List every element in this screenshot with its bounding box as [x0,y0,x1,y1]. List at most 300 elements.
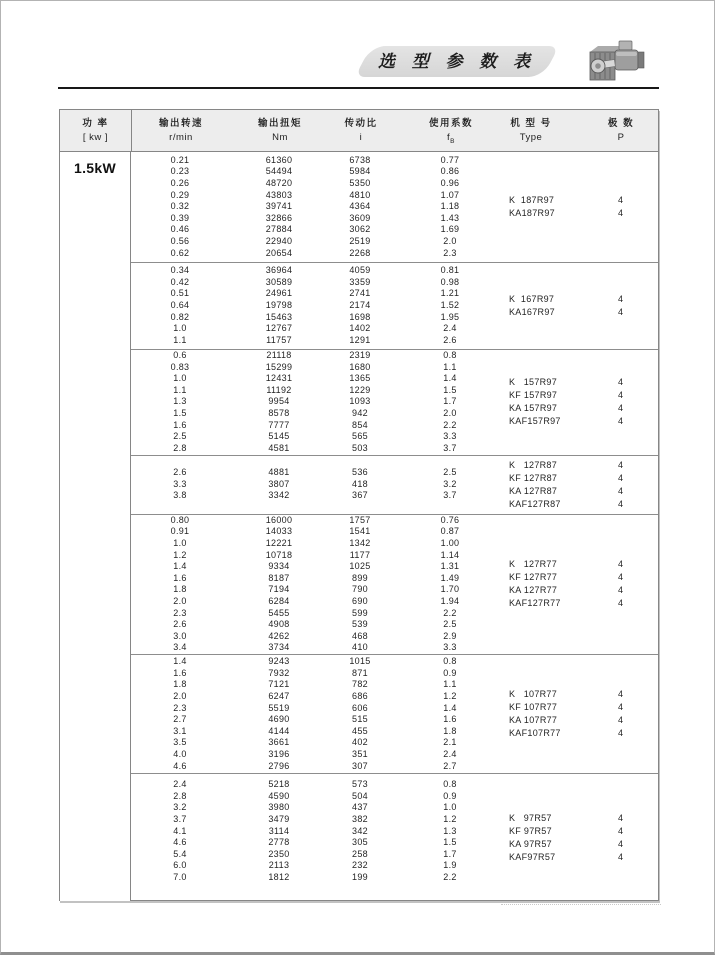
ratio-cell: 539 [352,619,368,630]
speed-cell: 2.0 [173,596,187,607]
factor-cell: 0.96 [440,177,460,188]
speed-cell: 1.8 [173,584,187,595]
type-row [509,376,658,389]
speed-cell: 1.6 [173,572,187,583]
ratio-cell: 1015 [349,656,371,667]
ratio-cell: 468 [352,630,368,641]
type-cell: KA 107R77 [509,715,558,726]
speed-cell: 0.62 [170,247,190,258]
page-title: 选 型 参 数 表 [378,52,536,71]
factor-cell: 2.0 [443,407,457,418]
torque-cell: 1812 [268,871,290,882]
poles-cell: 4 [617,293,623,304]
table-block [131,514,658,655]
type-list [509,456,658,514]
selection-parameter-table [59,109,659,901]
col-header-torque-zh: 输出扭矩 [257,118,303,129]
torque-cell: 8578 [268,407,290,418]
torque-cell: 3196 [268,749,290,760]
torque-cell: 12221 [265,538,293,549]
type-cell: KA167R97 [509,306,555,317]
type-row [509,389,658,402]
col-header-torque-unit: Nm [272,132,288,143]
speed-cell: 0.39 [170,212,190,223]
speed-cell: 3.7 [173,813,187,824]
ratio-cell: 367 [352,490,368,501]
factor-cell: 1.31 [440,561,460,572]
speed-cell: 3.4 [173,642,187,653]
ratio-cell: 573 [352,779,368,790]
type-list [509,515,658,655]
type-row [509,194,658,207]
ratio-cell: 1229 [349,384,371,395]
ratio-cell: 1402 [349,323,371,334]
factor-cell: 1.8 [443,725,457,736]
numeric-columns [131,456,509,514]
poles-cell: 4 [617,715,623,726]
torque-cell: 4144 [268,725,290,736]
ratio-cell: 504 [352,790,368,801]
factor-cell: 0.9 [443,790,457,801]
speed-cell: 2.8 [173,442,187,453]
factor-cell: 2.5 [443,619,457,630]
torque-cell: 4690 [268,714,290,725]
type-cell: KAF107R77 [509,728,561,739]
speed-cell: 2.4 [173,779,187,790]
speed-cell: 3.0 [173,630,187,641]
torque-cell: 3342 [268,490,290,501]
torque-cell: 54494 [265,166,293,177]
torque-cell: 19798 [265,300,293,310]
speed-cell: 1.1 [173,384,187,395]
type-list [509,263,658,349]
ratio-cell: 6738 [349,154,371,165]
col-header-poles [608,116,634,145]
torque-cell: 16000 [265,514,293,525]
speed-cell: 0.29 [170,189,190,200]
col-header-speed-zh: 输出转速 [158,118,204,129]
ratio-cell: 4364 [349,201,371,212]
type-row [509,838,658,851]
speed-cell: 0.82 [170,311,190,322]
torque-cell: 5145 [268,431,290,442]
factor-cell: 0.76 [440,514,460,525]
speed-cell: 1.3 [173,396,187,407]
poles-cell: 4 [617,194,623,205]
poles-cell: 4 [617,825,623,836]
factor-cell: 0.98 [440,276,460,287]
factor-cell: 1.2 [443,813,457,824]
poles-cell: 4 [617,851,623,862]
torque-cell: 2796 [268,760,290,771]
torque-cell: 3807 [268,478,290,489]
scan-artifact-line [501,904,661,905]
type-list [509,152,658,262]
speed-cell: 1.1 [173,334,187,345]
factor-cell: 2.3 [443,247,457,258]
torque-cell: 22940 [265,235,293,246]
type-row [509,571,658,584]
factor-cell: 1.9 [443,860,457,871]
col-header-type [510,116,551,145]
poles-cell: 4 [617,485,623,496]
factor-cell: 1.52 [440,300,460,310]
type-row [509,597,658,610]
poles-cell: 4 [617,390,623,401]
type-row [509,558,658,571]
ratio-cell: 382 [352,813,368,824]
torque-cell: 27884 [265,224,293,235]
factor-cell: 1.2 [443,691,457,702]
speed-cell: 1.8 [173,679,187,690]
factor-cell: 1.21 [440,288,460,299]
type-cell: K 97R57 [509,812,552,823]
numeric-columns [131,774,509,901]
factor-cell: 1.18 [440,201,460,212]
torque-cell: 8187 [268,572,290,583]
ratio-cell: 1025 [349,561,371,572]
type-row [509,459,658,472]
speed-cell: 6.0 [173,860,187,871]
type-cell: KF 127R87 [509,472,558,483]
speed-cell: 0.64 [170,300,190,310]
col-header-ratio-symbol: i [359,132,363,143]
speed-cell: 0.34 [170,265,190,276]
speed-cell: 2.8 [173,790,187,801]
poles-cell: 4 [617,377,623,388]
numeric-columns [131,350,509,455]
numeric-columns [131,152,509,262]
torque-cell: 7194 [268,584,290,595]
ratio-cell: 686 [352,691,368,702]
ratio-cell: 1342 [349,538,371,549]
factor-cell: 2.7 [443,760,457,771]
col-header-power-unit: [ kw ] [82,132,109,143]
torque-cell: 15299 [265,361,293,372]
ratio-cell: 3609 [349,212,371,223]
factor-cell: 2.4 [443,323,457,334]
torque-cell: 3479 [268,813,290,824]
type-row [509,825,658,838]
factor-cell: 1.95 [440,311,460,322]
ratio-cell: 515 [352,714,368,725]
poles-cell: 4 [617,416,623,427]
col-header-ratio [344,116,377,145]
type-row [509,293,658,306]
speed-cell: 0.23 [170,166,190,177]
factor-cell: 1.1 [443,361,457,372]
factor-cell: 0.86 [440,166,460,177]
speed-cell: 3.5 [173,737,187,748]
ratio-cell: 402 [352,737,368,748]
ratio-cell: 2741 [349,288,371,299]
factor-cell: 3.2 [443,478,457,489]
col-header-speed [159,116,203,145]
type-list [509,350,658,455]
factor-cell: 1.6 [443,714,457,725]
ratio-cell: 455 [352,725,368,736]
ratio-cell: 3359 [349,276,371,287]
type-cell: KF 107R77 [509,702,558,713]
table-block [131,455,658,514]
speed-cell: 0.6 [173,350,187,360]
torque-cell: 48720 [265,177,293,188]
speed-cell: 0.51 [170,288,190,299]
torque-cell: 4262 [268,630,290,641]
factor-cell: 0.8 [443,779,457,790]
type-cell: KAF127R77 [509,598,561,609]
poles-cell: 4 [617,689,623,700]
ratio-cell: 258 [352,848,368,859]
type-row [509,714,658,727]
speed-cell: 2.0 [173,691,187,702]
torque-cell: 3980 [268,802,290,813]
speed-cell: 2.3 [173,607,187,618]
ratio-cell: 2174 [349,300,371,310]
speed-cell: 3.8 [173,490,187,501]
ratio-cell: 2319 [349,350,371,360]
torque-cell: 7932 [268,667,290,678]
speed-cell: 0.91 [170,526,190,537]
table-header-row [60,110,658,152]
table-block [131,773,658,901]
poles-cell: 4 [617,559,623,570]
type-cell: K 127R77 [509,559,558,570]
type-cell: KA 127R77 [509,585,558,596]
factor-cell: 3.7 [443,442,457,453]
type-cell: KAF157R97 [509,416,561,427]
speed-cell: 0.46 [170,224,190,235]
factor-cell: 3.7 [443,490,457,501]
col-header-power [60,110,132,151]
factor-cell: 0.8 [443,656,457,667]
factor-cell: 2.2 [443,419,457,430]
ratio-cell: 871 [352,667,368,678]
speed-cell: 1.0 [173,323,187,334]
factor-cell: 1.7 [443,848,457,859]
factor-cell: 1.7 [443,396,457,407]
type-cell: KA 97R57 [509,838,552,849]
torque-cell: 7121 [268,679,290,690]
torque-cell: 10718 [265,549,293,560]
ratio-cell: 790 [352,584,368,595]
type-cell: K 127R87 [509,459,558,470]
type-row [509,812,658,825]
table-header-data-region [132,110,658,151]
factor-cell: 1.0 [443,802,457,813]
type-cell: KAF97R57 [509,851,556,862]
speed-cell: 1.0 [173,538,187,549]
type-row [509,402,658,415]
col-header-torque [258,116,302,145]
factor-cell: 2.2 [443,871,457,882]
torque-cell: 36964 [265,265,293,276]
ratio-cell: 4810 [349,189,371,200]
torque-cell: 7777 [268,419,290,430]
torque-cell: 43803 [265,189,293,200]
torque-cell: 2778 [268,837,290,848]
factor-cell: 3.3 [443,431,457,442]
type-row [509,851,658,864]
ratio-cell: 3062 [349,224,371,235]
factor-cell: 1.49 [440,572,460,583]
factor-cell: 1.94 [440,596,460,607]
factor-cell: 1.00 [440,538,460,549]
factor-cell: 1.70 [440,584,460,595]
type-cell: K 187R97 [509,194,555,205]
col-header-type-zh: 机 型 号 [510,118,552,129]
type-cell: KA 127R87 [509,485,558,496]
torque-cell: 11192 [266,384,292,395]
poles-cell: 4 [617,459,623,470]
speed-cell: 0.42 [170,276,190,287]
ratio-cell: 1291 [349,334,371,345]
col-header-factor-symbol: $f_B$ [447,132,455,145]
poles-cell: 4 [617,838,623,849]
factor-cell: 1.3 [443,825,457,836]
poles-cell: 4 [617,598,623,609]
torque-cell: 61360 [265,154,293,165]
poles-cell: 4 [617,472,623,483]
factor-cell: 2.4 [443,749,457,760]
ratio-cell: 5350 [349,177,371,188]
speed-cell: 3.3 [173,478,187,489]
torque-cell: 24961 [265,288,293,299]
speed-cell: 1.4 [173,561,187,572]
factor-cell: 1.5 [443,384,457,395]
ratio-cell: 1680 [349,361,371,372]
factor-cell: 2.2 [443,607,457,618]
ratio-cell: 342 [352,825,368,836]
type-cell: KAF127R87 [509,498,561,509]
type-cell: K 157R97 [509,377,558,388]
type-cell: KA187R97 [509,207,555,218]
torque-cell: 4581 [268,442,290,453]
speed-cell: 2.6 [173,619,187,630]
ratio-cell: 606 [352,702,368,713]
ratio-cell: 305 [352,837,368,848]
factor-cell: 0.9 [443,667,457,678]
ratio-cell: 437 [352,802,368,813]
ratio-cell: 1177 [349,549,371,560]
speed-cell: 0.32 [170,201,190,212]
type-row [509,498,658,511]
type-row [509,485,658,498]
factor-cell: 2.1 [443,737,457,748]
ratio-cell: 854 [352,419,368,430]
ratio-cell: 232 [352,860,368,871]
ratio-cell: 1541 [349,526,371,537]
torque-cell: 21118 [266,350,292,360]
factor-cell: 2.0 [443,235,457,246]
col-header-service-factor [429,116,473,149]
factor-cell: 2.9 [443,630,457,641]
torque-cell: 6284 [268,596,290,607]
type-row [509,584,658,597]
header-divider-rule [58,87,659,89]
ratio-cell: 5984 [349,166,371,177]
table-block [131,654,658,773]
col-header-ratio-zh: 传动比 [344,118,378,129]
speed-cell: 0.26 [170,177,190,188]
speed-cell: 2.7 [173,714,187,725]
speed-cell: 2.3 [173,702,187,713]
torque-cell: 9243 [268,656,290,667]
col-header-factor-zh: 使用系数 [428,118,474,129]
ratio-cell: 536 [352,467,368,478]
speed-cell: 3.2 [173,802,187,813]
ratio-cell: 410 [352,642,368,653]
torque-cell: 12431 [265,373,293,384]
ratio-cell: 782 [352,679,368,690]
speed-cell: 4.0 [173,749,187,760]
col-header-poles-zh: 极 数 [607,118,635,129]
torque-cell: 4908 [268,619,290,630]
ratio-cell: 1698 [349,311,371,322]
type-cell: K 167R97 [509,293,555,304]
speed-cell: 1.5 [173,407,187,418]
torque-cell: 9954 [268,396,290,407]
torque-cell: 4590 [268,790,290,801]
speed-cell: 4.1 [173,825,187,836]
torque-cell: 3734 [268,642,290,653]
table-block [131,262,658,349]
type-cell: K 107R77 [509,689,558,700]
ratio-cell: 4059 [349,265,371,276]
type-row [509,306,658,319]
factor-cell: 2.5 [443,467,457,478]
numeric-columns [131,515,509,655]
torque-cell: 2113 [268,860,290,871]
speed-cell: 1.6 [173,667,187,678]
type-row [509,415,658,428]
torque-cell: 12767 [265,323,293,334]
type-row [509,472,658,485]
speed-cell: 1.2 [173,549,187,560]
ratio-cell: 2519 [349,235,371,246]
ratio-cell: 599 [352,607,368,618]
type-row [509,727,658,740]
type-cell: KF 157R97 [509,390,558,401]
data-blocks-region [131,152,658,901]
ratio-cell: 1093 [349,396,371,407]
torque-cell: 39741 [265,201,293,212]
factor-cell: 0.77 [440,154,460,165]
torque-cell: 6247 [268,691,290,702]
factor-cell: 0.87 [440,526,460,537]
type-row [509,207,658,220]
factor-cell: 1.14 [440,549,460,560]
type-row [509,688,658,701]
torque-cell: 4881 [268,467,290,478]
speed-cell: 7.0 [173,871,187,882]
ratio-cell: 503 [352,442,368,453]
torque-cell: 11757 [266,334,292,345]
speed-cell: 1.4 [173,656,187,667]
torque-cell: 3661 [268,737,290,748]
speed-cell: 3.1 [173,725,187,736]
factor-cell: 1.43 [440,212,460,223]
table-block [131,349,658,455]
speed-cell: 0.80 [170,514,190,525]
poles-cell: 4 [617,572,623,583]
power-cell [60,152,131,901]
torque-cell: 2350 [268,848,290,859]
ratio-cell: 351 [352,749,368,760]
factor-cell: 2.6 [443,334,457,345]
speed-cell: 1.6 [173,419,187,430]
speed-cell: 0.83 [170,361,190,372]
